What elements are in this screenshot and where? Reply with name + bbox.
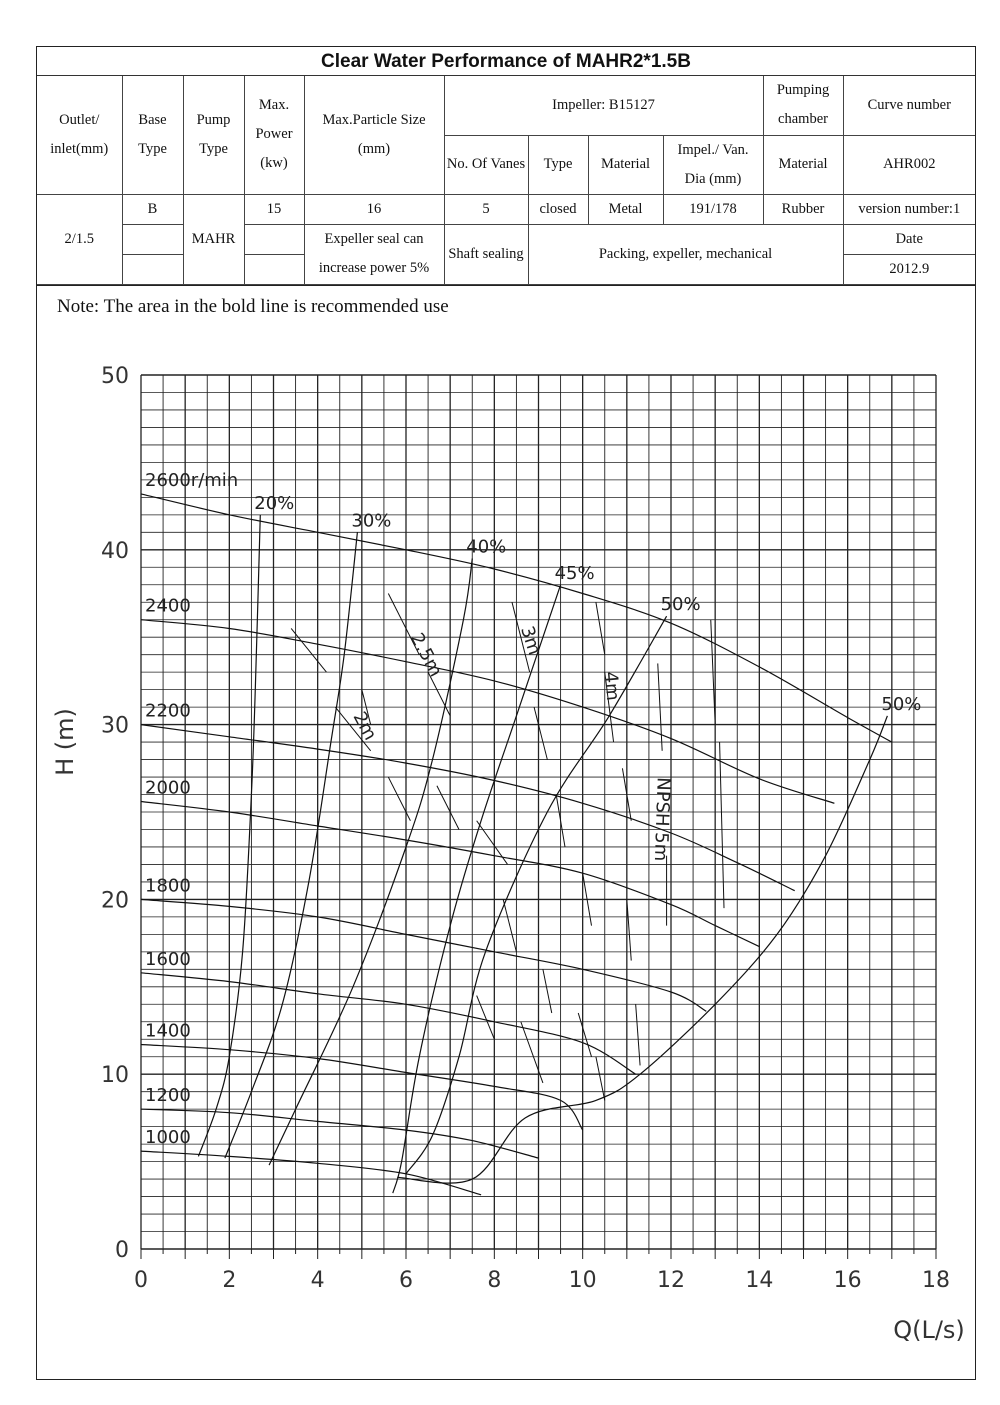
efficiency-curve-label: 50% (881, 693, 922, 715)
sealing-options: Packing, expeller, mechanical (528, 224, 843, 284)
speed-curve-label: 2200 (145, 700, 191, 722)
speed-curve-label: 1200 (145, 1085, 191, 1107)
chart-sheet (36, 46, 976, 1380)
outlet-header: Outlet/ inlet(mm) (37, 76, 122, 194)
chart-area (37, 285, 975, 1380)
vanes-header: No. Of Vanes (444, 135, 528, 194)
npsh-segment (636, 1004, 640, 1065)
chamber-material-header: Material (763, 135, 843, 194)
speed-curve-label: 2600r/min (145, 469, 239, 491)
y-tick-label: 10 (101, 1063, 129, 1089)
material-header: Material (588, 135, 663, 194)
speed-curve (141, 899, 706, 1011)
efficiency-curve-label: 40% (466, 536, 507, 558)
efficiency-curve (225, 532, 358, 1158)
npsh-segment (627, 899, 631, 960)
x-tick-label: 18 (922, 1268, 950, 1293)
type-value: closed (528, 194, 588, 224)
npsh-label: 4m (599, 670, 624, 702)
efficiency-curve (406, 616, 667, 1174)
speed-curve-label: 1000 (145, 1127, 191, 1149)
expeller-note: Expeller seal can increase power 5% (304, 224, 444, 284)
y-tick-label: 50 (101, 364, 129, 389)
npsh-segment (534, 707, 547, 759)
y-tick-label: 40 (101, 538, 129, 564)
recommendation-note: Note: The area in the bold line is recommended use (57, 296, 449, 317)
impeller-header: Impeller: B15127 (444, 76, 763, 135)
sheet-title: Clear Water Performance of MAHR2*1.5B (37, 47, 975, 76)
npsh-segment (428, 672, 450, 716)
performance-chart (1, 2, 1000, 1405)
efficiency-curve-label: 20% (254, 492, 295, 514)
base-type-header: Base Type (122, 76, 183, 194)
npsh-segment (720, 742, 724, 908)
diameter-value: 191/178 (663, 194, 763, 224)
curve-number-header: Curve number (843, 76, 975, 135)
speed-curve (141, 1151, 481, 1195)
speed-curve-label: 2400 (145, 595, 191, 617)
pump-value: MAHR (183, 194, 244, 284)
pump-type-header: Pump Type (183, 76, 244, 194)
y-tick-label: 0 (115, 1238, 129, 1263)
y-tick-label: 20 (101, 888, 129, 914)
base-value: B (122, 194, 183, 224)
power-value: 15 (244, 194, 304, 224)
y-tick-label: 30 (101, 713, 129, 739)
npsh-segment (596, 602, 605, 654)
vanes-value: 5 (444, 194, 528, 224)
speed-curve-label: 2000 (145, 777, 191, 799)
max-power-header: Max. Power (kw) (244, 76, 304, 194)
efficiency-curve-label: 50% (660, 594, 701, 616)
particle-value: 16 (304, 194, 444, 224)
x-tick-label: 6 (399, 1268, 413, 1293)
speed-curve-label: 1400 (145, 1020, 191, 1042)
x-tick-label: 2 (222, 1268, 237, 1293)
efficiency-curve-label: 45% (554, 562, 595, 584)
npsh-label: 2.5m (406, 629, 447, 681)
x-tick-label: 14 (745, 1268, 774, 1293)
pumping-chamber-header: Pumping chamber (763, 76, 843, 135)
particle-size-header: Max.Particle Size (mm) (304, 76, 444, 194)
speed-curve (141, 620, 834, 804)
date-label: Date (843, 224, 975, 254)
npsh-segment (596, 1057, 605, 1101)
x-tick-label: 8 (487, 1268, 502, 1293)
npsh-segment (543, 969, 552, 1013)
npsh-segment (503, 899, 516, 951)
outlet-value: 2/1.5 (37, 194, 122, 284)
x-tick-label: 4 (310, 1268, 325, 1293)
x-tick-label: 12 (657, 1268, 685, 1293)
material-value: Metal (588, 194, 663, 224)
x-tick-label: 16 (833, 1268, 862, 1293)
speed-curve (141, 973, 636, 1074)
npsh-label: NPSH 5m (649, 776, 674, 862)
npsh-segment (578, 1013, 591, 1057)
npsh-segment (477, 821, 508, 865)
chamber-material-value: Rubber (763, 194, 843, 224)
diameter-header: Impel./ Van. Dia (mm) (663, 135, 763, 194)
ticks (101, 364, 950, 1293)
x-axis-title: Q(L/s) (893, 1316, 965, 1344)
curve-number-value: AHR002 (843, 135, 975, 194)
x-tick-label: 10 (568, 1268, 597, 1293)
labels (145, 470, 921, 1148)
type-header: Type (528, 135, 588, 194)
version-value: version number:1 (843, 194, 975, 224)
npsh-segment (291, 628, 326, 672)
speed-curve-label: 1800 (145, 875, 191, 897)
shaft-sealing-label: Shaft sealing (444, 224, 528, 284)
y-axis-title: H (m) (51, 708, 79, 776)
npsh-segment (437, 786, 459, 830)
npsh-segment (388, 777, 410, 821)
speed-curve-label: 1600 (145, 948, 191, 970)
npsh-segment (477, 996, 495, 1040)
npsh-label: 2m (348, 708, 381, 744)
npsh-label: 3m (516, 623, 546, 658)
x-tick-label: 0 (134, 1268, 148, 1293)
date-value: 2012.9 (843, 254, 975, 284)
efficiency-curve-label: 30% (351, 510, 392, 532)
efficiency-curve (397, 716, 887, 1183)
